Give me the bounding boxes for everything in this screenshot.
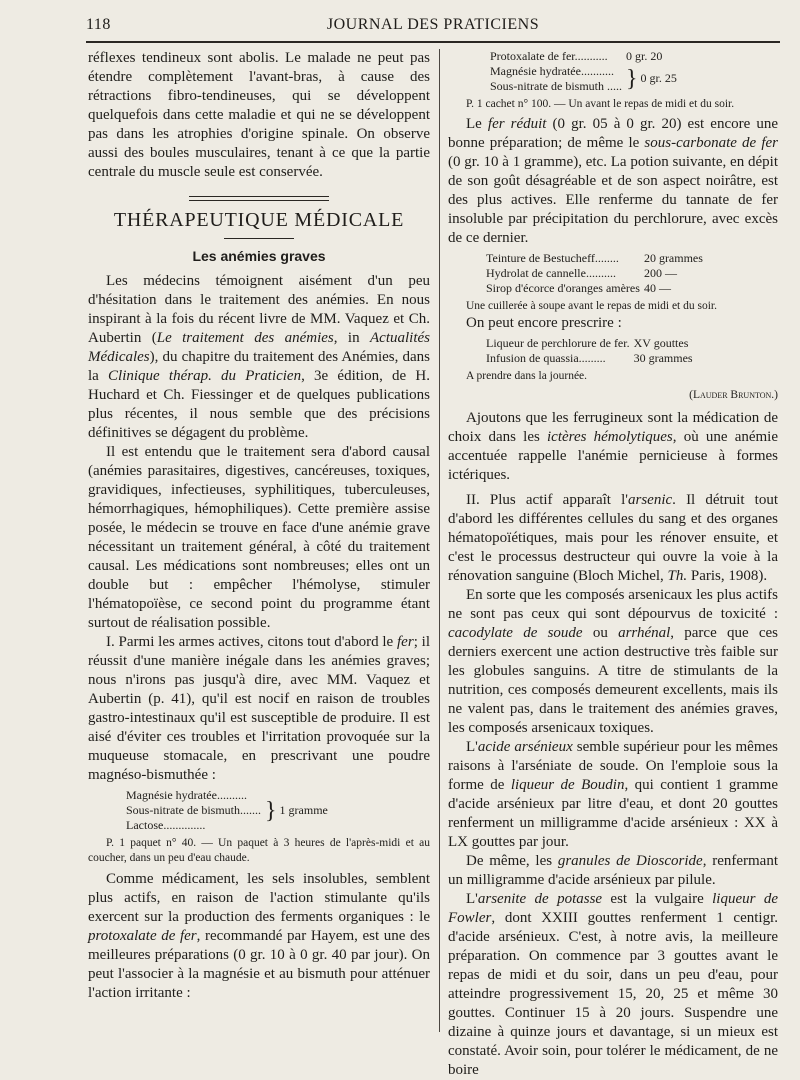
page-header	[86, 12, 780, 40]
signature: (Lauder Brunton.)	[689, 389, 778, 401]
journal-title: JOURNAL DES PRATICIENS	[326, 16, 540, 33]
title-underline	[224, 238, 294, 239]
prescription-4: Liqueur de perchlorure de fer. XV gouttes Infusion de quassia......... 30 grammes	[486, 336, 693, 365]
section-rule	[189, 196, 329, 201]
right-column	[448, 49, 778, 1080]
prescription-3-note: Une cuillerée à soupe avant le repas de midi et du soir.	[466, 300, 717, 312]
prescription-3: Teinture de Bestucheff........ 20 grammes Hydrolat de cannelle.......... 200 — Sirop d'écorce d'oranges amères 40 —	[486, 251, 703, 295]
article-subtitle: Les anémies graves	[192, 248, 326, 264]
paragraph-5: Le fer réduit (0 gr. 05 à 0 gr. 20) est encore une bonne préparation; de même le sous-carbonate de fer (0 gr. 10 à 1 gramme), etc. La potion suivante, en dépit de son goût désagréable et de son aspect noirâtre, est des plus actives. Elle renferme du tannate de fer insoluble par précipitation du perchlorure, avec excès de ce dernier.	[448, 116, 778, 246]
paragraph-6: On peut encore prescrire :	[466, 315, 622, 331]
paragraph-3: I. Parmi les armes actives, citons tout d'abord le fer; il réussit d'une manière inégale dans les anémies graves; nous n'irons pas jusqu'à dire, avec MM. Vaquez et Aubertin (p. 41), qu'il est nocif en raison de troubles gastro-intestinaux qu'il est susceptible de produire. Il est aisé d'éviter ces troubles et l'irritation provoquée sur la muqueuse stomacale, en prescrivant une poudre magnéso-bismuthée :	[88, 634, 430, 783]
prescription-2: Protoxalate de fer........... 0 gr. 20 Magnésie hydratée........... } 0 gr. 25 Sous-nitrate de bismuth .....	[490, 49, 677, 93]
header-rule	[86, 41, 780, 43]
prescription-1: Magnésie hydratée.......... } 1 gramme Sous-nitrate de bismuth....... Lactose..............	[126, 788, 328, 832]
paragraph-2: Il est entendu que le traitement sera d'abord causal (anémies parasitaires, digestives, cancéreuses, toxiques, gravidiques, infectieuses, syphilitiques, tuberculeuses, hémorrhagiques, hémophiliques). Cette première assise posée, le médecin se trouve en face d'une anémie grave nécessitant un traitement général, à côté du traitement causal. Les médications sont nombreuses; elles ont un double but : empêcher l'hémolyse, stimuler l'hématopoïèse, ce second point du programme étant surtout de réalisation possible.	[88, 444, 430, 631]
prescription-2-note: P. 1 cachet n° 100. — Un avant le repas de midi et du soir.	[466, 98, 735, 110]
paragraph-11: De même, les granules de Dioscoride, renfermant un milligramme d'acide arsénieux par pilule.	[448, 853, 778, 888]
section-title: THÉRAPEUTIQUE MÉDICALE	[113, 209, 405, 231]
paragraph-12: L'arsenite de potasse est la vulgaire liqueur de Fowler, dont XXIII gouttes renferment 1 centigr. d'acide arsénieux. C'est, à notre avis, la meilleure préparation. On commence par 3 gouttes avant le repas de midi et du soir, dans un peu d'eau, pour atteindre progressivement 15, 20, 25 et même 30 gouttes. Continuer 15 à 20 jours. Suspendre une dizaine à quinze jours et davantage, si un mieux est constaté. Avoir soin, pour tolérer le médicament, de ne boire	[448, 891, 778, 1078]
paragraph-7: Ajoutons que les ferrugineux sont la médication de choix dans les ictères hémolytiques, où une anémie accentuée rappelle l'anémie pernicieuse à formes ictériques.	[448, 410, 779, 483]
left-column	[88, 49, 430, 1003]
column-divider	[439, 49, 440, 1032]
prescription-4-note: A prendre dans la journée.	[466, 370, 588, 382]
paragraph-1: Les médecins témoignent aisément d'un peu d'hésitation dans le traitement des anémies. En nous inspirant à la fois du récent livre de MM. Vaquez et Ch. Aubertin (Le traitement des anémies, in Actualités Médicales), du chapitre du traitement des Anémies, dans la Clinique thérap. du Praticien, 3e édition, de H. Huchard et Ch. Fiessinger et de quelques publications plus récentes, il nous semble que des précisions définitives se dégagent du problème.	[88, 273, 431, 441]
intro-paragraph: réflexes tendineux sont abolis. Le malade ne peut pas étendre complètement l'avant-bras, à cause des rétractions fibro-tendineuses, qui se développent quelquefois dans cette maladie et qui ne se développent pas dans les atrophies d'origine spinale. On observe aussi des boules musculaires, tenant à ce que la partie centrale du muscle seule est conservée.	[88, 50, 430, 180]
prescription-1-note: P. 1 paquet n° 40. — Un paquet à 3 heures de l'après-midi et au coucher, dans un peu d'eau chaude.	[88, 837, 430, 864]
paragraph-9: En sorte que les composés arsenicaux les plus actifs ne sont pas ceux qui sont dépourvus de toxicité : cacodylate de soude ou arrhénal, parce que ces derniers exercent une action destructive très faible sur les globules sanguins. A titre de stimulants de la nutrition, ces composés demeurent excellents, mais ils ne valent pas, dans le traitement des anémies graves, les composés arsenicaux toxiques.	[448, 587, 779, 736]
paragraph-4: Comme médicament, les sels insolubles, semblent plus actifs, en raison de l'action stimulante qu'ils exercent sur la production des ferments organiques : le protoxalate de fer, recommandé par Hayem, est une des meilleures préparations (0 gr. 10 à 0 gr. 40 par jour). On peut l'associer à la magnésie et au bismuth pour atténuer l'action irritante :	[88, 871, 431, 1001]
page-number: 118	[86, 16, 111, 33]
paragraph-10: L'acide arsénieux semble supérieur pour les mêmes raisons à l'arséniate de soude. On l'emploie sous la forme de liqueur de Boudin, qui contient 1 gramme d'acide arsénieux par litre d'eau, et dont 20 gouttes renferment un milligramme d'acide arsénieux : XX à LX gouttes par jour.	[448, 739, 778, 850]
paragraph-8: II. Plus actif apparaît l'arsenic. Il détruit tout d'abord les différentes cellules du sang et des organes hématopoïétiques, mais pour les rénover ensuite, et c'est le processus destructeur qui ouvre la voie à la rénovation sanguine (Bloch Michel, Th. Paris, 1908).	[448, 492, 779, 584]
